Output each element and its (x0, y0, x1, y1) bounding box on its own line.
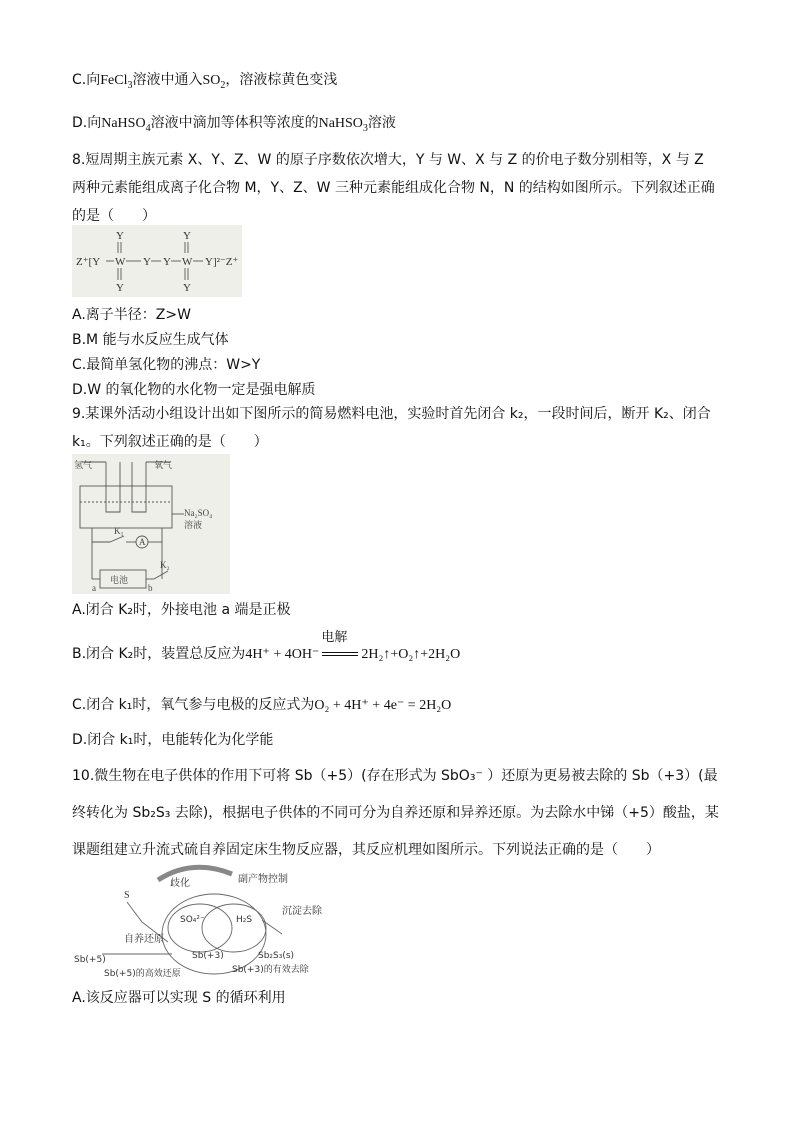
formula: SO (202, 73, 221, 88)
label-precip: 沉淀去除 (282, 906, 322, 917)
subscript: 2 (220, 79, 226, 91)
struct-bot-y1: Y (116, 282, 124, 294)
option-7d (72, 113, 396, 139)
label-sb5-efficient: Sb(+5)的高效还原 (104, 969, 181, 979)
subscript: 3 (127, 79, 133, 91)
text: D.向 (72, 115, 102, 131)
label-a: a (92, 583, 96, 593)
text: 溶液中通入 (132, 72, 203, 88)
text: 溶液中滴加等体积等浓度的 (150, 115, 319, 131)
structure-svg (72, 225, 242, 297)
q9-option-d: D.闭合 k₁时，电能转化为化学能 (72, 732, 274, 748)
struct-y2: Y (163, 256, 171, 268)
question-10-stem: 10.微生物在电子供体的作用下可将 Sb（+5）(存在形式为 SbO₃⁻ ）还原为更易被去除的 Sb（+3）(最终转化为 Sb₂S₃ 去除)，根据电子供体的不同可分为自养还原和异养还原。为去除水中锑（+5）酸盐，某课题组建立升流式硫自养固定床生物反应器，其反应机理如图所示。下列说法正确的是（ ） (72, 768, 719, 858)
mechanism-svg (72, 862, 342, 982)
struct-y1: Y (143, 256, 151, 268)
q9-option-c (72, 695, 451, 716)
formula: NaHSO (318, 116, 363, 131)
text: ，溶液棕黄色变浅 (225, 72, 338, 88)
struct-top-y1: Y (116, 230, 124, 242)
label-disproportionation: 歧化 (170, 878, 190, 889)
q9-option-a: A.闭合 K₂时，外接电池 a 端是正极 (72, 602, 291, 618)
text: C.闭合 k₁时，氧气参与电极的反应式为 (72, 697, 315, 713)
struct-left: Z⁺[Y (76, 256, 101, 268)
label-so4: SO₄²⁻ (180, 915, 205, 925)
struct-bot-y2: Y (183, 282, 191, 294)
formula: NaHSO (101, 116, 146, 131)
label-self-reduction: 自养还原 (124, 934, 164, 945)
label-s: S (124, 890, 130, 901)
equation: O₂ + 4H⁺ + 4e⁻ = 2H₂O (314, 698, 452, 713)
label-byproduct: 副产物控制 (238, 874, 288, 885)
subscript: 4 (145, 122, 151, 134)
q8-option-d: D.W 的氧化物的水化物一定是强电解质 (72, 382, 316, 398)
fuel-cell-svg (72, 454, 230, 594)
struct-w2: W (182, 256, 193, 268)
label-h2s: H₂S (236, 915, 253, 925)
label-oxygen: 氧气 (154, 461, 173, 471)
subscript: 3 (362, 122, 368, 134)
formula: FeCl (100, 73, 128, 88)
struct-right: Y]²⁻Z⁺ (205, 256, 239, 268)
q8-option-b: B.M 能与水反应生成气体 (72, 332, 229, 348)
struct-w1: W (115, 256, 126, 268)
figure-9-fuel-cell (72, 454, 230, 594)
text: B.闭合 K₂时，装置总反应为 (72, 646, 246, 662)
condition-label: 电解 (321, 630, 348, 645)
q8-option-c: C.最简单氢化物的沸点：W>Y (72, 357, 261, 373)
ammeter-a: A (139, 537, 146, 547)
figure-8-structure (72, 225, 242, 297)
equation-reactants: 4H⁺ + 4OH⁻ (245, 647, 320, 662)
q8-option-a: A.离子半径：Z>W (72, 307, 191, 323)
q10-option-a: A.该反应器可以实现 S 的循环利用 (72, 990, 286, 1006)
label-k1: K₁ (114, 526, 124, 536)
label-k2: K₂ (160, 560, 170, 570)
label-hydrogen: 氢气 (74, 461, 93, 471)
equation-products: 2H₂↑+O₂↑+2H₂O (361, 647, 461, 662)
equals-line (322, 652, 358, 656)
label-na2so4: Na₂SO₄ (184, 508, 213, 518)
label-solution: 溶液 (184, 521, 203, 531)
electrolysis-arrow (319, 630, 361, 664)
option-7c (72, 70, 337, 96)
label-sb2s3: Sb₂S₃(s) (258, 951, 295, 961)
label-sb3-effective: Sb(+3)的有效去除 (232, 965, 309, 975)
label-battery: 电池 (110, 576, 129, 586)
question-9-stem: 9.某课外活动小组设计出如下图所示的简易燃料电池，实验时首先闭合 k₂，一段时间后，断开 K₂、闭合 k₁。下列叙述正确的是（ ） (72, 406, 711, 450)
label-b: b (148, 583, 153, 593)
q9-option-b (72, 630, 461, 665)
figure-10-mechanism (72, 862, 342, 982)
label-sb5: Sb(+5) (74, 955, 106, 965)
text: C.向 (72, 72, 101, 88)
label-sb3: Sb(+3) (192, 951, 224, 961)
question-8-stem: 8.短周期主族元素 X、Y、Z、W 的原子序数依次增大，Y 与 W、X 与 Z 的价电子数分别相等，X 与 Z 两种元素能组成离子化合物 M，Y、Z、W 三种元素能组成化合物 N，N 的结构如图所示。下列叙述正确的是（ ） (72, 152, 715, 224)
text: 溶液 (367, 115, 396, 131)
struct-top-y2: Y (183, 230, 191, 242)
